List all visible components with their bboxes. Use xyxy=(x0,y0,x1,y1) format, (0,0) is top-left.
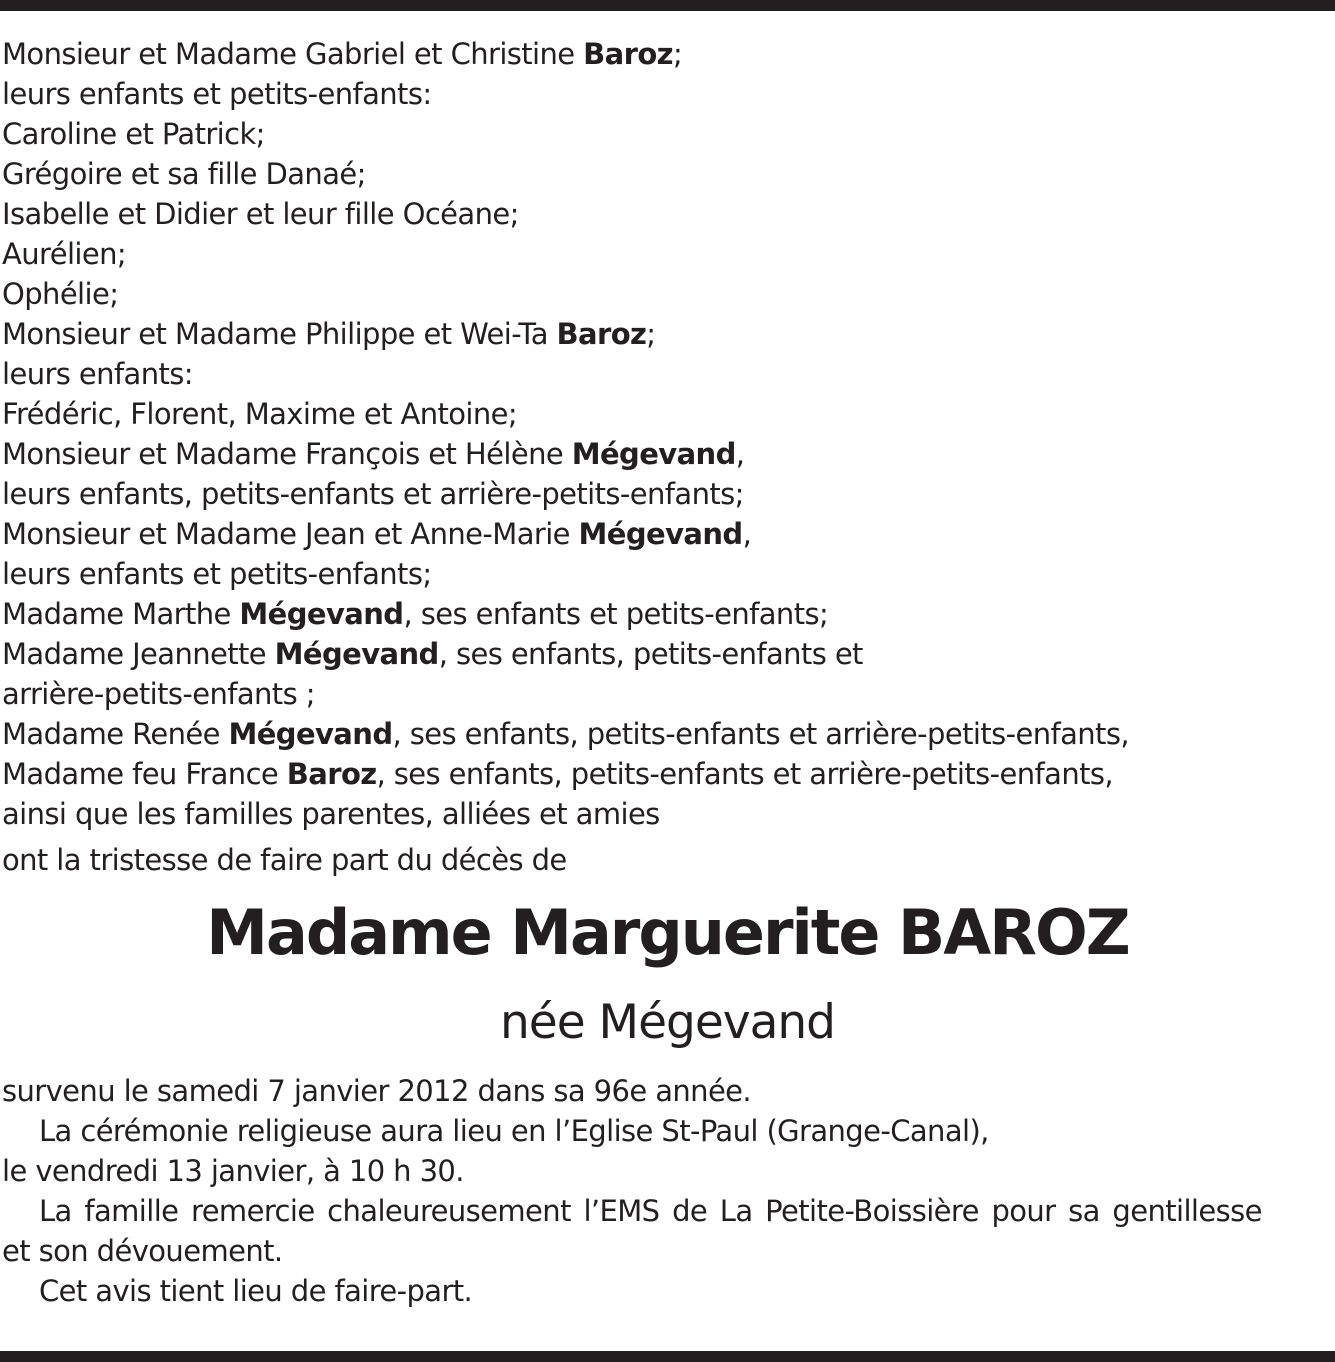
family-line xyxy=(2,354,1332,394)
family-line-text: Ophélie; xyxy=(2,277,119,311)
announcement-line: ont la tristesse de faire part du décès de xyxy=(2,843,567,877)
family-surname: Mégevand xyxy=(239,597,404,631)
family-line xyxy=(2,234,1332,274)
family-surname: Baroz xyxy=(286,757,377,791)
family-line xyxy=(2,434,1332,474)
family-line xyxy=(2,674,1332,714)
family-line xyxy=(2,74,1332,114)
family-line-text: , xyxy=(735,437,745,471)
family-line-text: Monsieur et Madame François et Hélène xyxy=(2,437,572,471)
family-line-text: Isabelle et Didier et leur fille Océane; xyxy=(2,197,519,231)
family-line-text: arrière-petits-enfants ; xyxy=(2,677,315,711)
family-line xyxy=(2,114,1332,154)
family-line-text: Monsieur et Madame Gabriel et Christine xyxy=(2,37,584,71)
family-line-text: Monsieur et Madame Philippe et Wei-Ta xyxy=(2,317,557,351)
family-line-text: Madame feu France xyxy=(2,757,287,791)
family-line xyxy=(2,34,1332,74)
family-line xyxy=(2,194,1332,234)
family-line-text: , ses enfants, petits-enfants et arrière-petits-enfants, xyxy=(376,757,1114,791)
ceremony-line: le vendredi 13 janvier, à 10 h 30. xyxy=(2,1154,464,1188)
ceremony-line: La cérémonie religieuse aura lieu en l’Eglise St-Paul (Grange-Canal), xyxy=(39,1114,989,1148)
family-line xyxy=(2,794,1332,834)
thanks-line: et son dévouement. xyxy=(2,1234,283,1268)
family-surname: Mégevand xyxy=(274,637,439,671)
family-line-text: leurs enfants et petits-enfants; xyxy=(2,557,432,591)
family-line-text: leurs enfants, petits-enfants et arrière-petits-enfants; xyxy=(2,477,744,511)
family-surname: Mégevand xyxy=(571,437,736,471)
family-line-text: leurs enfants: xyxy=(2,357,193,391)
family-line xyxy=(2,714,1332,754)
closing-text xyxy=(2,1071,1335,1311)
family-surname: Mégevand xyxy=(578,517,743,551)
family-line xyxy=(2,314,1332,354)
bottom-border-rule xyxy=(0,1351,1335,1362)
family-list xyxy=(2,34,1332,834)
family-line-text: , ses enfants et petits-enfants; xyxy=(403,597,829,631)
deceased-name: Madame Marguerite BAROZ xyxy=(206,896,1129,969)
family-line xyxy=(2,514,1332,554)
family-line xyxy=(2,394,1332,434)
family-line-text: Madame Renée xyxy=(2,717,229,751)
family-line-text: ; xyxy=(646,317,656,351)
family-line xyxy=(2,754,1332,794)
top-border-rule xyxy=(0,0,1335,11)
family-line xyxy=(2,634,1332,674)
notice-line: Cet avis tient lieu de faire-part. xyxy=(39,1274,473,1308)
family-line xyxy=(2,154,1332,194)
family-surname: Baroz xyxy=(583,37,673,71)
family-line-text: Grégoire et sa fille Danaé; xyxy=(2,157,366,191)
family-line xyxy=(2,554,1332,594)
family-surname: Baroz xyxy=(556,317,647,351)
family-line-text: , ses enfants, petits-enfants et arrière-petits-enfants, xyxy=(392,717,1129,751)
date-of-death-line: survenu le samedi 7 janvier 2012 dans sa 96e année. xyxy=(2,1074,752,1108)
family-line-text: leurs enfants et petits-enfants: xyxy=(2,77,432,111)
family-line-text: Madame Marthe xyxy=(2,597,240,631)
maiden-name: née Mégevand xyxy=(499,995,835,1050)
family-line xyxy=(2,474,1332,514)
family-line-text: , ses enfants, petits-enfants et xyxy=(438,637,863,671)
family-line-text: Monsieur et Madame Jean et Anne-Marie xyxy=(2,517,579,551)
family-surname: Mégevand xyxy=(228,717,393,751)
family-line-text: Caroline et Patrick; xyxy=(2,117,265,151)
family-line-text: Aurélien; xyxy=(2,237,127,271)
thanks-line: La famille remercie chaleureusement l’EMS de La Petite-Boissière pour sa gentillesse xyxy=(39,1194,1262,1228)
family-line-text: ainsi que les familles parentes, alliées et amies xyxy=(2,797,660,831)
family-line xyxy=(2,594,1332,634)
family-line xyxy=(2,274,1332,314)
family-line-text: Frédéric, Florent, Maxime et Antoine; xyxy=(2,397,518,431)
family-line-text: , xyxy=(742,517,752,551)
family-line-text: Madame Jeannette xyxy=(2,637,275,671)
family-line-text: ; xyxy=(672,37,683,71)
